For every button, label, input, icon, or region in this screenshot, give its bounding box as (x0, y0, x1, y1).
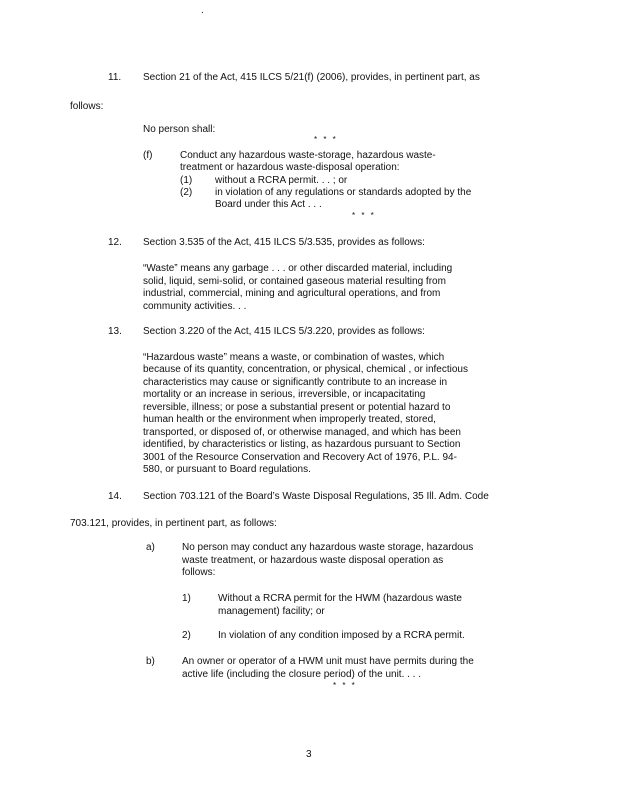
subitem-text: in violation of any regulations or standards adopted by the (215, 187, 472, 198)
paragraph-number: 13. (108, 326, 122, 337)
subitem-label: (1) (180, 175, 193, 186)
subitem-text: Without a RCRA permit for the HWM (hazardous waste (218, 593, 462, 604)
quote-line: solid, liquid, semi-solid, or contained gaseous material resulting from (143, 276, 446, 287)
paragraph-number: 14. (108, 491, 122, 502)
subitem-text: without a RCRA permit. . . ; or (215, 175, 348, 186)
item-text: An owner or operator of a HWM unit must have permits during the (182, 656, 474, 667)
subitem-text: management) facility; or (218, 606, 325, 617)
item-text: active life (including the closure period) of the unit. . . . (182, 669, 422, 680)
item-text: Conduct any hazardous waste-storage, hazardous waste- (180, 150, 436, 161)
quote-line: 3001 of the Resource Conservation and Recovery Act of 1976, P.L. 94- (143, 452, 457, 463)
quote-line: characteristics may cause or significantly contribute to an increase in (143, 377, 448, 388)
quote-line: because of its quantity, concentration, or physical, chemical , or infectious (143, 364, 468, 375)
paragraph-text: Section 3.220 of the Act, 415 ILCS 5/3.220, provides as follows: (143, 326, 425, 337)
quote-line: human health or the environment when improperly treated, stored, (143, 414, 436, 425)
item-label: a) (146, 542, 155, 553)
quote-line: transported, or disposed of, or otherwise managed, and which has been (143, 427, 461, 438)
paragraph-text: follows: (70, 101, 104, 112)
ellipsis-stars: * * * (333, 681, 357, 690)
item-text: waste treatment, or hazardous waste disposal operation as (182, 555, 444, 566)
paragraph-number: 11. (108, 72, 122, 83)
quote-line: reversible, illness; or pose a substantial present or potential hazard to (143, 402, 451, 413)
subitem-label: 1) (182, 593, 191, 604)
ellipsis-stars: * * * (314, 135, 338, 144)
subitem-label: 2) (182, 630, 191, 641)
paragraph-text: Section 703.121 of the Board’s Waste Disposal Regulations, 35 Ill. Adm. Code (143, 491, 489, 502)
subitem-text: In violation of any condition imposed by a RCRA permit. (218, 630, 465, 641)
paragraph-text: 703.121, provides, in pertinent part, as follows: (70, 518, 277, 529)
quote-line: 580, or pursuant to Board regulations. (143, 464, 311, 475)
item-label: (f) (143, 150, 153, 161)
quote-line: industrial, commercial, mining and agricultural operations, and from (143, 288, 441, 299)
quote-line: community activities. . . (143, 301, 247, 312)
ellipsis-stars: * * * (352, 211, 376, 220)
scan-mark: . (201, 5, 204, 16)
item-text: No person may conduct any hazardous waste storage, hazardous (182, 542, 474, 553)
quote-line: identified, by characteristics or listing, as hazardous pursuant to Section (143, 439, 461, 450)
subitem-text: Board under this Act . . . (215, 199, 322, 210)
item-label: b) (146, 656, 155, 667)
quote-line: “Waste” means any garbage . . . or other discarded material, including (143, 263, 453, 274)
quote-line: “Hazardous waste” means a waste, or combination of wastes, which (143, 352, 445, 363)
paragraph-text: Section 3.535 of the Act, 415 ILCS 5/3.535, provides as follows: (143, 237, 425, 248)
quote-line: mortality or an increase in serious, irreversible, or incapacitating (143, 389, 426, 400)
quote-intro: No person shall: (143, 124, 216, 135)
item-text: follows: (182, 567, 216, 578)
subitem-label: (2) (180, 187, 193, 198)
paragraph-text: Section 21 of the Act, 415 ILCS 5/21(f) (2006), provides, in pertinent part, as (143, 72, 480, 83)
item-text: treatment or hazardous waste-disposal operation: (180, 162, 400, 173)
paragraph-number: 12. (108, 237, 122, 248)
page-number: 3 (306, 749, 312, 760)
